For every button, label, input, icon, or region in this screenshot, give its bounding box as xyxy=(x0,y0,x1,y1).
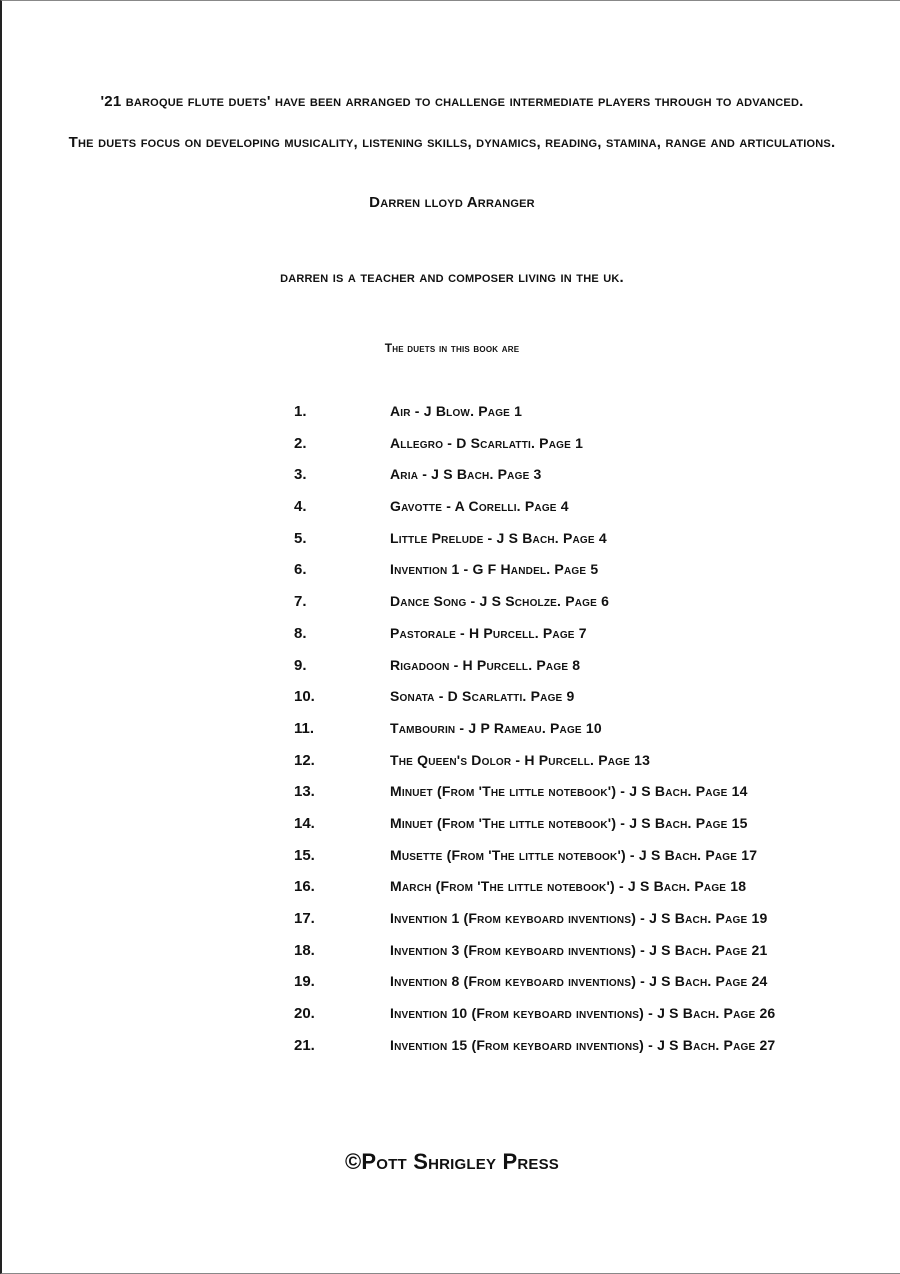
duet-number: 7. xyxy=(294,593,307,611)
duet-number: 17. xyxy=(294,910,315,927)
duet-list-item xyxy=(2,621,900,653)
duet-number: 5. xyxy=(294,529,307,547)
arranger-bio: darren is a teacher and composer living in the uk. xyxy=(280,269,624,286)
duet-number: 8. xyxy=(294,624,307,642)
duet-number: 18. xyxy=(294,941,315,959)
duet-number: 3. xyxy=(294,466,307,484)
arranger-credit: Darren lloyd Arranger xyxy=(369,194,535,211)
duet-title: Minuet (From 'The little notebook') - J S Bach. Page 14 xyxy=(390,783,748,800)
duet-title: Little Prelude - J S Bach. Page 4 xyxy=(390,529,607,546)
duet-number: 10. xyxy=(294,688,315,706)
duet-number: 1. xyxy=(294,403,307,420)
duet-title: Pastorale - H Purcell. Page 7 xyxy=(390,624,587,641)
duet-title: Invention 3 (From keyboard inventions) - J S Bach. Page 21 xyxy=(390,941,768,958)
duet-title: The Queen's Dolor - H Purcell. Page 13 xyxy=(390,751,651,768)
duet-title: Invention 10 (From keyboard inventions) - J S Bach. Page 26 xyxy=(390,1005,776,1022)
duet-number: 16. xyxy=(294,878,315,896)
duet-list-item xyxy=(2,969,900,1001)
duet-title: Allegro - D Scarlatti. Page 1 xyxy=(390,434,584,451)
duet-list-item xyxy=(2,1001,900,1033)
duet-number: 2. xyxy=(294,434,307,452)
duet-number: 11. xyxy=(294,719,315,737)
duet-number: 15. xyxy=(294,846,315,864)
duet-list-item xyxy=(2,684,900,716)
duet-title: Tambourin - J P Rameau. Page 10 xyxy=(390,719,602,736)
duet-number: 4. xyxy=(294,498,307,516)
duet-number: 14. xyxy=(294,814,315,832)
duet-list-item xyxy=(2,779,900,811)
duet-title: Musette (From 'The little notebook') - J S Bach. Page 17 xyxy=(390,846,758,863)
duet-title: Invention 15 (From keyboard inventions) - J S Bach. Page 27 xyxy=(390,1036,776,1053)
duet-number: 20. xyxy=(294,1005,315,1023)
duet-number: 13. xyxy=(294,783,315,801)
duet-list xyxy=(2,399,900,1064)
duet-title: Dance Song - J S Scholze. Page 6 xyxy=(390,593,610,610)
duet-title: Aria - J S Bach. Page 3 xyxy=(390,466,542,483)
duet-list-item xyxy=(2,1033,900,1065)
duet-list-item xyxy=(2,716,900,748)
duet-number: 12. xyxy=(294,751,315,769)
duet-number: 9. xyxy=(294,656,307,674)
duet-title: Invention 1 - G F Handel. Page 5 xyxy=(390,561,599,578)
duet-list-item xyxy=(2,526,900,558)
duet-list-item xyxy=(2,399,900,431)
intro-line-1: '21 baroque flute duets' have been arranged to challenge intermediate players through to advanced. xyxy=(100,93,804,110)
duet-list-item xyxy=(2,938,900,970)
duet-list-item xyxy=(2,494,900,526)
duet-list-item xyxy=(2,589,900,621)
duet-title: Gavotte - A Corelli. Page 4 xyxy=(390,498,569,515)
duet-number: 6. xyxy=(294,561,307,579)
duet-title: Invention 8 (From keyboard inventions) - J S Bach. Page 24 xyxy=(390,973,768,990)
duet-title: Minuet (From 'The little notebook') - J S Bach. Page 15 xyxy=(390,814,748,831)
duet-list-item xyxy=(2,431,900,463)
duet-number: 19. xyxy=(294,973,315,991)
duet-title: Sonata - D Scarlatti. Page 9 xyxy=(390,688,575,705)
duet-list-item xyxy=(2,874,900,906)
duet-list-item xyxy=(2,843,900,875)
duet-list-item xyxy=(2,811,900,843)
duet-title: Air - J Blow. Page 1 xyxy=(390,403,523,419)
duet-list-item xyxy=(2,557,900,589)
duet-number: 21. xyxy=(294,1036,315,1054)
duet-title: March (From 'The little notebook') - J S Bach. Page 18 xyxy=(390,878,747,895)
duet-title: Invention 1 (From keyboard inventions) - J S Bach. Page 19 xyxy=(390,910,768,926)
intro-line-2: The duets focus on developing musicality, listening skills, dynamics, reading, stamina, range and articulations. xyxy=(68,134,836,151)
duet-list-heading: The duets in this book are xyxy=(384,341,520,355)
duet-list-item xyxy=(2,462,900,494)
duet-list-item xyxy=(2,906,900,938)
duet-title: Rigadoon - H Purcell. Page 8 xyxy=(390,656,581,673)
duet-list-item xyxy=(2,748,900,780)
duet-list-item xyxy=(2,653,900,685)
copyright-notice: ©Pott Shrigley Press xyxy=(345,1149,559,1174)
